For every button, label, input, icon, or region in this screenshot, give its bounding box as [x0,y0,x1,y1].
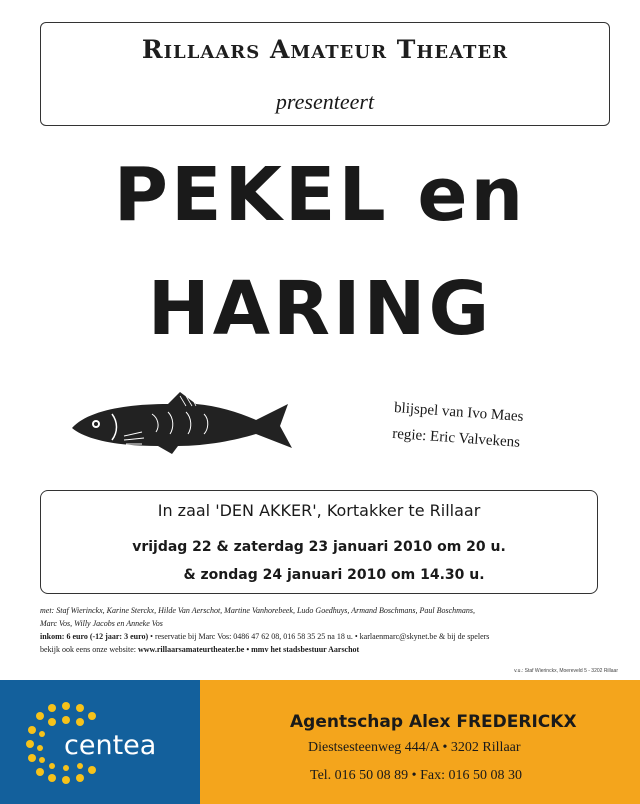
credits [391,395,594,461]
agency-panel [200,680,640,804]
dates-line-2: & zondag 24 januari 2010 om 14.30 u. [183,567,485,583]
troupe-name: Rillaars Amateur Theater [141,35,509,64]
reservation-info: • reservatie bij Marc Vos: 0486 47 62 08, 016 58 35 25 na 18 u. • karlaenmarc@skynet.be & bij de spelers [150,632,490,641]
sponsor-banner [0,680,640,804]
title-line-1: PEKEL en [113,152,527,238]
centea-logo-text: centea [64,730,157,761]
agency-phone: Tel. 016 50 08 89 • Fax: 016 50 08 30 [310,768,522,783]
title-line-2: HARING [147,266,493,352]
agency-name: Agentschap Alex FREDERICKX [290,712,577,732]
cast-list-line-1: met: Staf Wierinckx, Karine Sterckx, Hilde Van Aerschot, Martine Vanhorebeek, Ludo Goedhuys, Armand Boschmans, Paul Boschmans, [40,606,476,615]
website-info [40,643,620,656]
venue-box [40,490,598,594]
website-intro: bekijk ook eens onze website: [40,645,136,654]
dates-line-1: vrijdag 22 & zaterdag 23 januari 2010 om 20 u. [132,539,506,555]
venue-location: In zaal 'DEN AKKER', Kortakker te Rillaar [157,501,481,520]
author-credit: blijspel van Ivo Maes [393,399,524,425]
small-print [40,604,620,656]
ticket-info [40,630,620,643]
fish-icon [68,388,298,458]
publisher-note: v.u.: Staf Wierinckx, Moereveld 5 - 3202 Rillaar [514,668,618,674]
director-credit: regie: Eric Valvekens [391,425,521,451]
ticket-price: inkom: 6 euro (-12 jaar: 3 euro) [40,632,149,641]
sponsor-note: • mmv het stadsbestuur Aarschot [246,645,360,654]
agency-address: Diestsesteenweg 444/A • 3202 Rillaar [308,740,521,755]
cast-list-line-2: Marc Vos, Willy Jacobs en Anneke Vos [40,619,163,628]
centea-panel [0,680,200,804]
website-link[interactable]: www.rillaarsamateurtheater.be [137,645,245,654]
header-box [40,22,610,126]
presents-label: presenteert [275,89,375,114]
